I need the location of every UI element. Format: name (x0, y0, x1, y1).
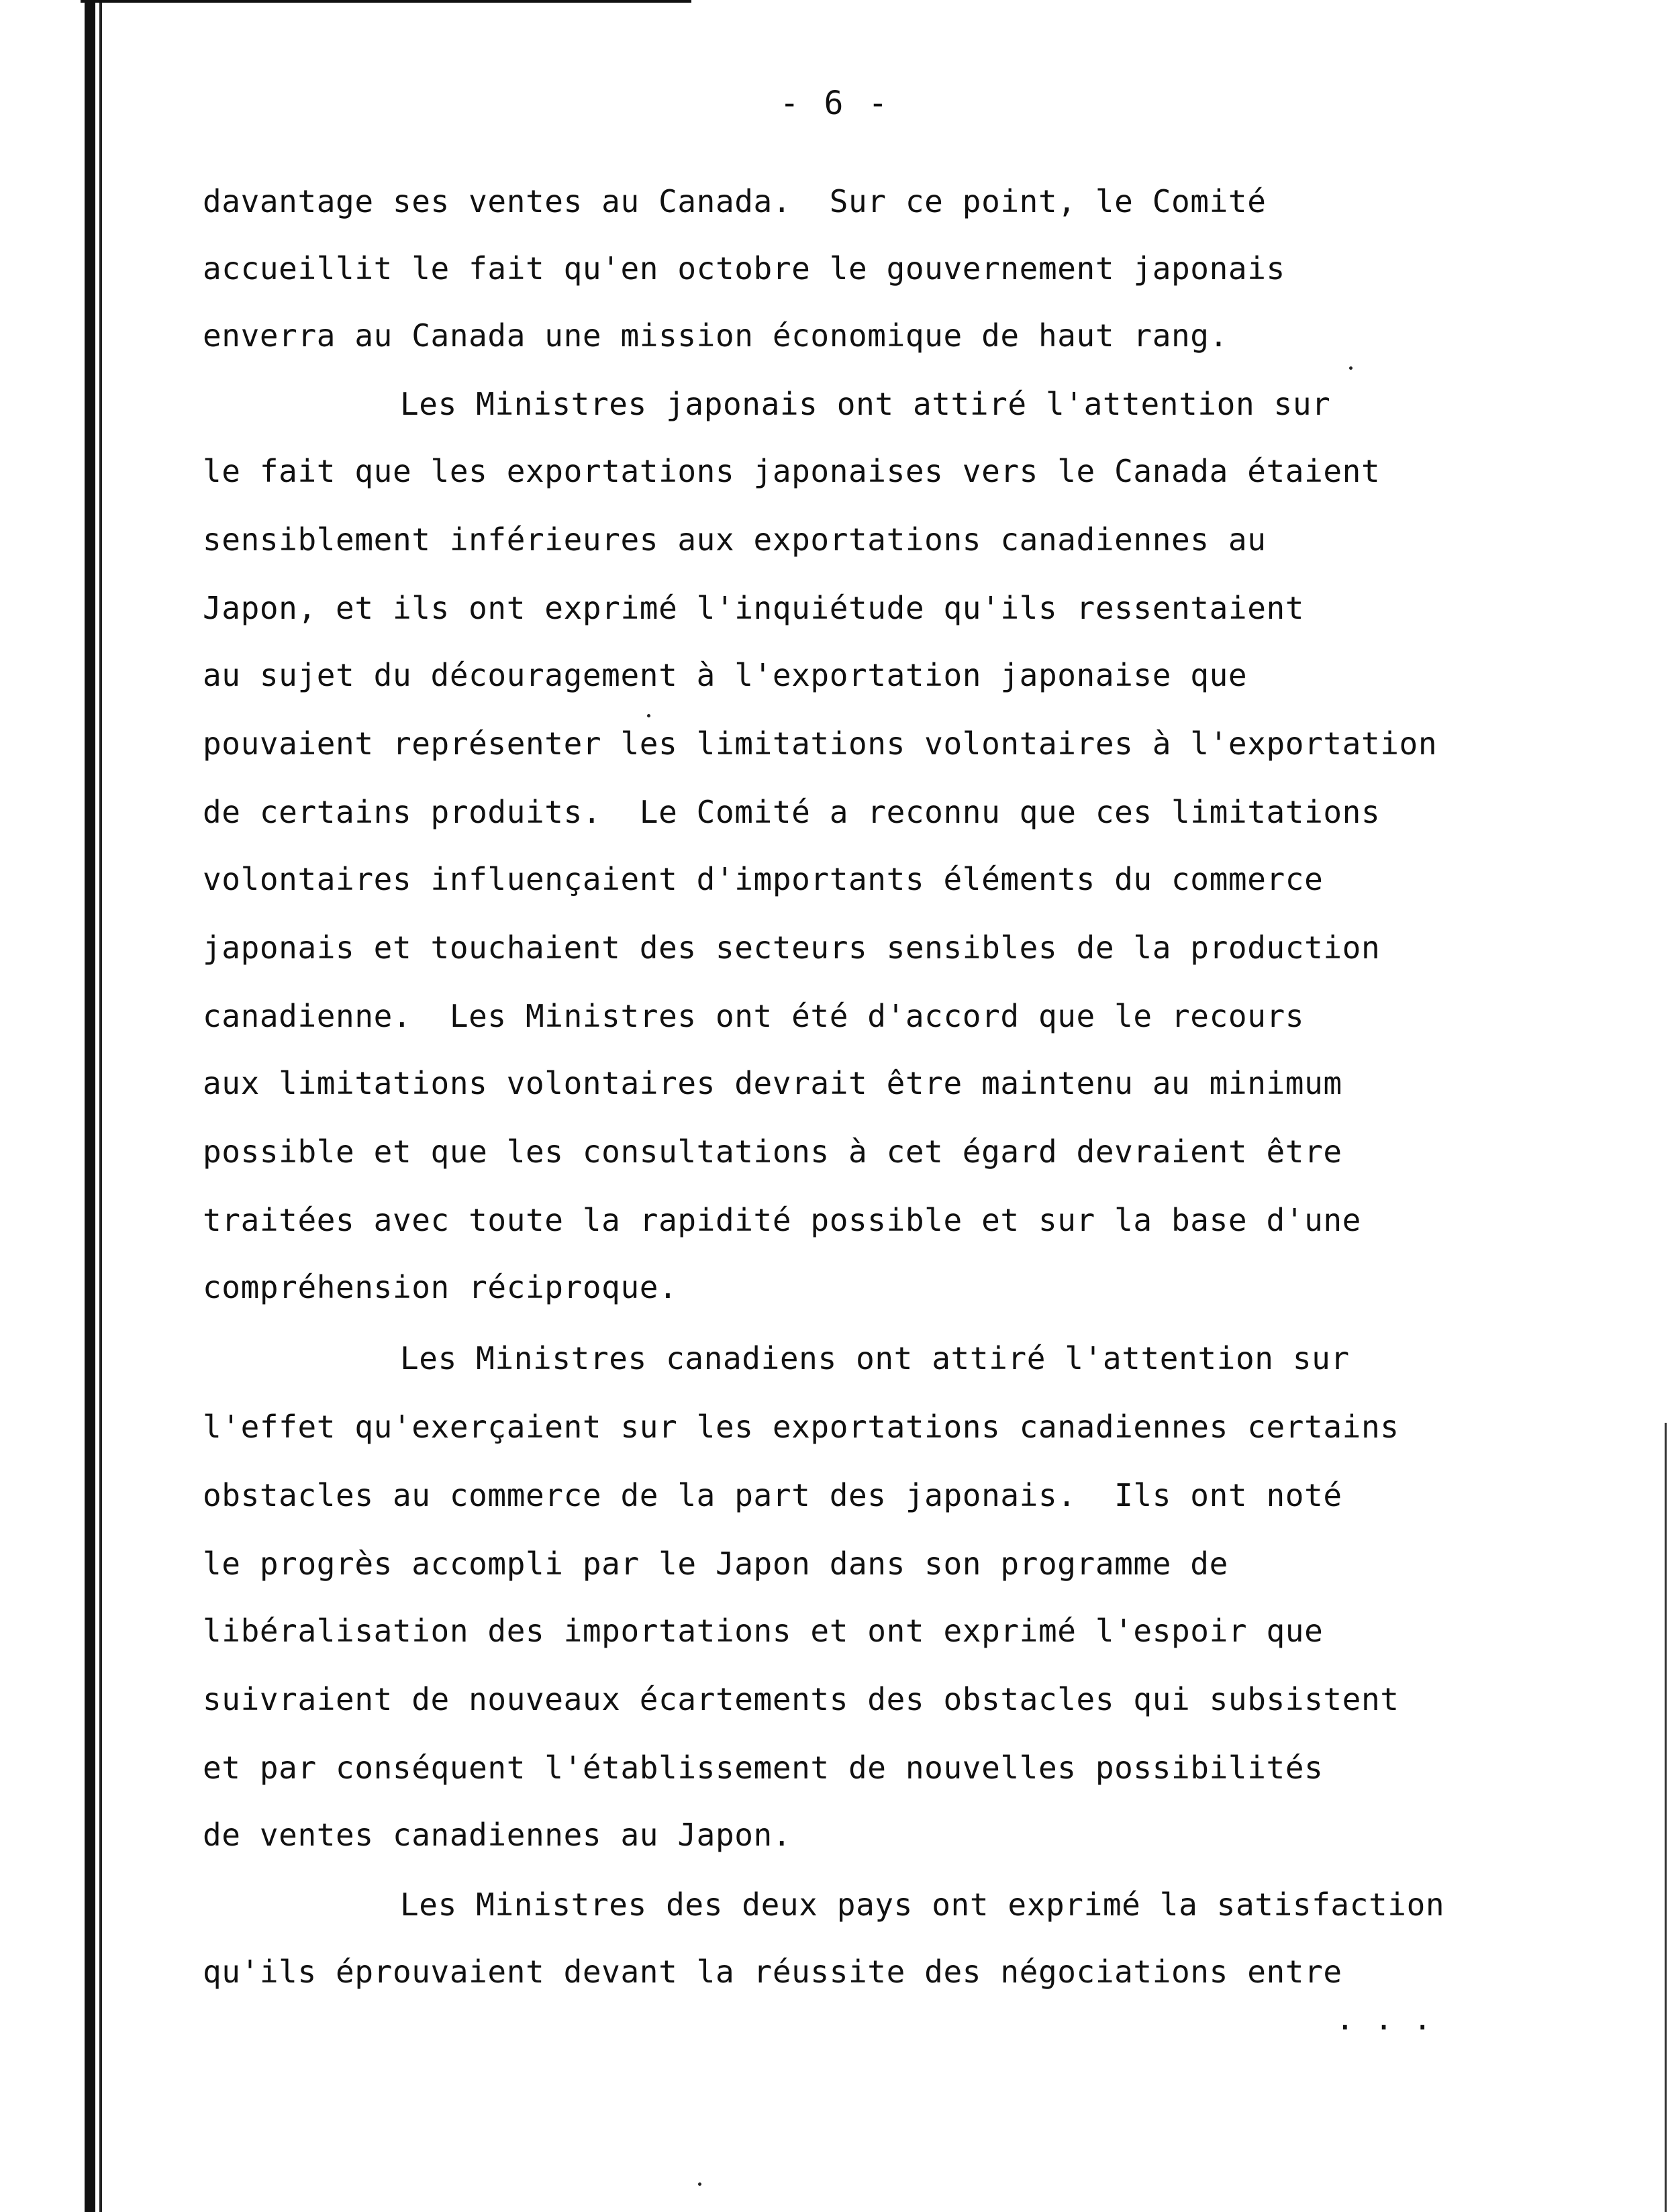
text-line: traitées avec toute la rapidité possible et sur la base d'une (203, 1202, 1361, 1238)
text-line: Japon, et ils ont exprimé l'inquiétude qu'ils ressentaient (203, 590, 1305, 626)
scan-speck (698, 2182, 701, 2186)
right-scan-edge (1665, 1423, 1667, 2212)
text-line: davantage ses ventes au Canada. Sur ce point, le Comité (203, 183, 1267, 219)
text-line: compréhension réciproque. (203, 1269, 678, 1305)
text-line: enverra au Canada une mission économique de haut rang. (203, 317, 1228, 354)
text-line: de certains produits. Le Comité a reconnu que ces limitations (203, 794, 1381, 830)
text-line: libéralisation des importations et ont exprimé l'espoir que (203, 1613, 1324, 1649)
text-line: suivraient de nouveaux écartements des obstacles qui subsistent (203, 1681, 1399, 1717)
text-line: obstacles au commerce de la part des japonais. Ils ont noté (203, 1477, 1342, 1513)
text-line: aux limitations volontaires devrait être maintenu au minimum (203, 1065, 1342, 1101)
text-line: japonais et touchaient des secteurs sensibles de la production (203, 929, 1381, 966)
scan-speck (1349, 366, 1353, 370)
text-line: le fait que les exportations japonaises vers le Canada étaient (203, 453, 1381, 489)
text-line: possible et que les consultations à cet égard devraient être (203, 1134, 1342, 1170)
text-line: au sujet du découragement à l'exportation japonaise que (203, 657, 1248, 693)
top-scan-edge (81, 0, 691, 3)
binding-edge (85, 0, 95, 2212)
text-line: volontaires influençaient d'importants éléments du commerce (203, 861, 1324, 897)
text-line: l'effet qu'exerçaient sur les exportations canadiennes certains (203, 1409, 1399, 1445)
text-line: et par conséquent l'établissement de nouvelles possibilités (203, 1750, 1324, 1786)
continuation-marker: ... (1336, 2001, 1453, 2037)
text-line: qu'ils éprouvaient devant la réussite des négociations entre (203, 1954, 1342, 1990)
text-line: de ventes canadiennes au Japon. (203, 1817, 792, 1853)
text-line: canadienne. Les Ministres ont été d'accord que le recours (203, 998, 1305, 1034)
binding-edge-line (99, 0, 102, 2212)
page-number: - 6 - (779, 85, 891, 122)
paragraph-first-line: Les Ministres canadiens ont attiré l'attention sur (400, 1340, 1350, 1376)
text-line: accueillit le fait qu'en octobre le gouvernement japonais (203, 250, 1285, 287)
text-line: sensiblement inférieures aux exportations canadiennes au (203, 521, 1267, 558)
text-line: le progrès accompli par le Japon dans son programme de (203, 1546, 1228, 1582)
scan-speck (647, 714, 650, 717)
text-line: pouvaient représenter les limitations volontaires à l'exportation (203, 725, 1438, 762)
paragraph-first-line: Les Ministres japonais ont attiré l'attention sur (400, 386, 1331, 422)
paragraph-first-line: Les Ministres des deux pays ont exprimé la satisfaction (400, 1887, 1445, 1923)
